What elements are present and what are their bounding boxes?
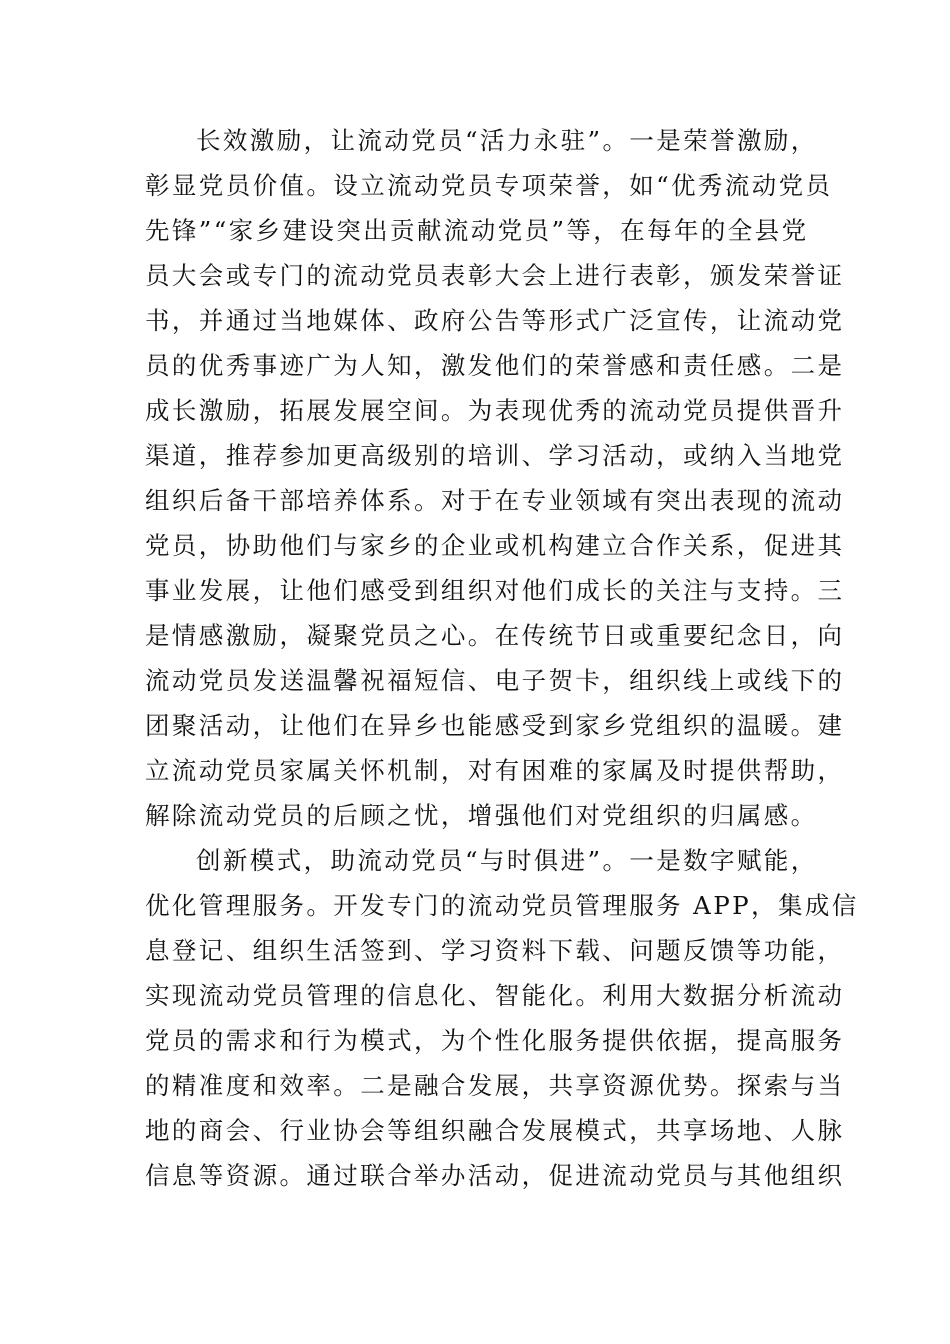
text-line: 信息等资源。通过联合举办活动，促进流动党员与其他组织 — [145, 1161, 845, 1190]
text-line: 创新模式，助流动党员“与时俱进”。一是数字赋能， — [196, 846, 818, 875]
text-line: 长效激励，让流动党员“活力永驻”。一是荣誉激励， — [196, 126, 818, 155]
text-line: 立流动党员家属关怀机制，对有困难的家属及时提供帮助， — [145, 756, 845, 785]
text-line: 优化管理服务。开发专门的流动党员管理服务 APP，集成信 — [145, 891, 859, 920]
text-line: 团聚活动，让他们在异乡也能感受到家乡党组织的温暖。建 — [145, 711, 845, 740]
text-line: 党员的需求和行为模式，为个性化服务提供依据，提高服务 — [145, 1026, 845, 1055]
text-line: 成长激励，拓展发展空间。为表现优秀的流动党员提供晋升 — [145, 396, 845, 425]
text-line: 的精准度和效率。二是融合发展，共享资源优势。探索与当 — [145, 1071, 845, 1100]
text-line: 先锋”“家乡建设突出贡献流动党员”等，在每年的全县党 — [145, 216, 809, 245]
text-line: 事业发展，让他们感受到组织对他们成长的关注与支持。三 — [145, 576, 845, 605]
text-line: 是情感激励，凝聚党员之心。在传统节日或重要纪念日，向 — [145, 621, 845, 650]
text-line: 彰显党员价值。设立流动党员专项荣誉，如“优秀流动党员 — [145, 171, 833, 200]
text-line: 渠道，推荐参加更高级别的培训、学习活动，或纳入当地党 — [145, 441, 845, 470]
paragraph-innovation — [145, 838, 859, 1198]
paragraph-incentives — [145, 118, 845, 838]
text-line: 地的商会、行业协会等组织融合发展模式，共享场地、人脉 — [145, 1116, 845, 1145]
text-line: 解除流动党员的后顾之忧，增强他们对党组织的归属感。 — [145, 801, 818, 830]
text-line: 党员，协助他们与家乡的企业或机构建立合作关系，促进其 — [145, 531, 845, 560]
text-line: 组织后备干部培养体系。对于在专业领域有突出表现的流动 — [145, 486, 845, 515]
document-body — [145, 118, 859, 1198]
text-line: 息登记、组织生活签到、学习资料下载、问题反馈等功能， — [145, 936, 845, 965]
text-line: 员的优秀事迹广为人知，激发他们的荣誉感和责任感。二是 — [145, 351, 845, 380]
text-line: 员大会或专门的流动党员表彰大会上进行表彰，颁发荣誉证 — [145, 261, 845, 290]
text-line: 实现流动党员管理的信息化、智能化。利用大数据分析流动 — [145, 981, 845, 1010]
text-line: 书，并通过当地媒体、政府公告等形式广泛宣传，让流动党 — [145, 306, 845, 335]
text-line: 流动党员发送温馨祝福短信、电子贺卡，组织线上或线下的 — [145, 666, 845, 695]
